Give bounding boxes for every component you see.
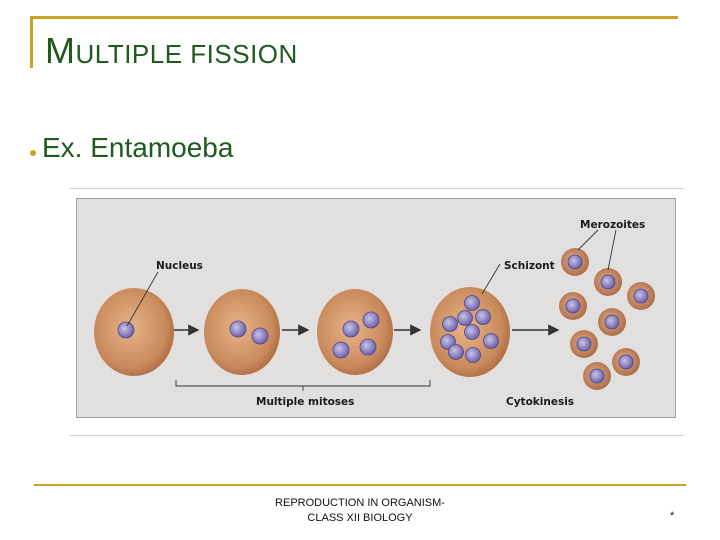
label-multiple-mitoses: Multiple mitoses — [256, 396, 355, 408]
merozoites-pointer-2 — [608, 230, 616, 270]
label-nucleus: Nucleus — [156, 260, 203, 272]
bullet-text: Ex. Entamoeba — [42, 132, 234, 163]
title-frame-left — [30, 16, 33, 68]
merozoites — [559, 248, 655, 390]
multiple-fission-figure — [70, 188, 684, 436]
page-marker: * — [670, 510, 675, 522]
label-cytokinesis: Cytokinesis — [506, 396, 575, 408]
merozoites-pointer-1 — [578, 230, 598, 250]
footer-line-1: REPRODUCTION IN ORGANISM- — [275, 497, 445, 509]
cell-3-nuclei — [317, 289, 393, 375]
fission-diagram — [70, 188, 684, 436]
label-merozoites: Merozoites — [580, 219, 646, 231]
footer-line-2: CLASS XII BIOLOGY — [307, 512, 413, 524]
cell-2-nuclei — [204, 289, 280, 375]
schizont-pointer — [482, 264, 500, 294]
footer-caption — [230, 496, 490, 526]
mitoses-bracket — [176, 380, 430, 386]
title-rest: ULTIPLE FISSION — [75, 39, 298, 69]
bullet-item — [30, 132, 233, 164]
title-frame-top — [30, 16, 678, 19]
slide-title — [45, 30, 298, 72]
bullet-dot-icon — [30, 150, 36, 156]
title-initial: M — [45, 30, 76, 71]
footer-divider — [34, 484, 686, 486]
cell-1-nucleus — [94, 288, 174, 376]
cell-schizont — [430, 287, 510, 377]
label-schizont: Schizont — [504, 260, 555, 272]
